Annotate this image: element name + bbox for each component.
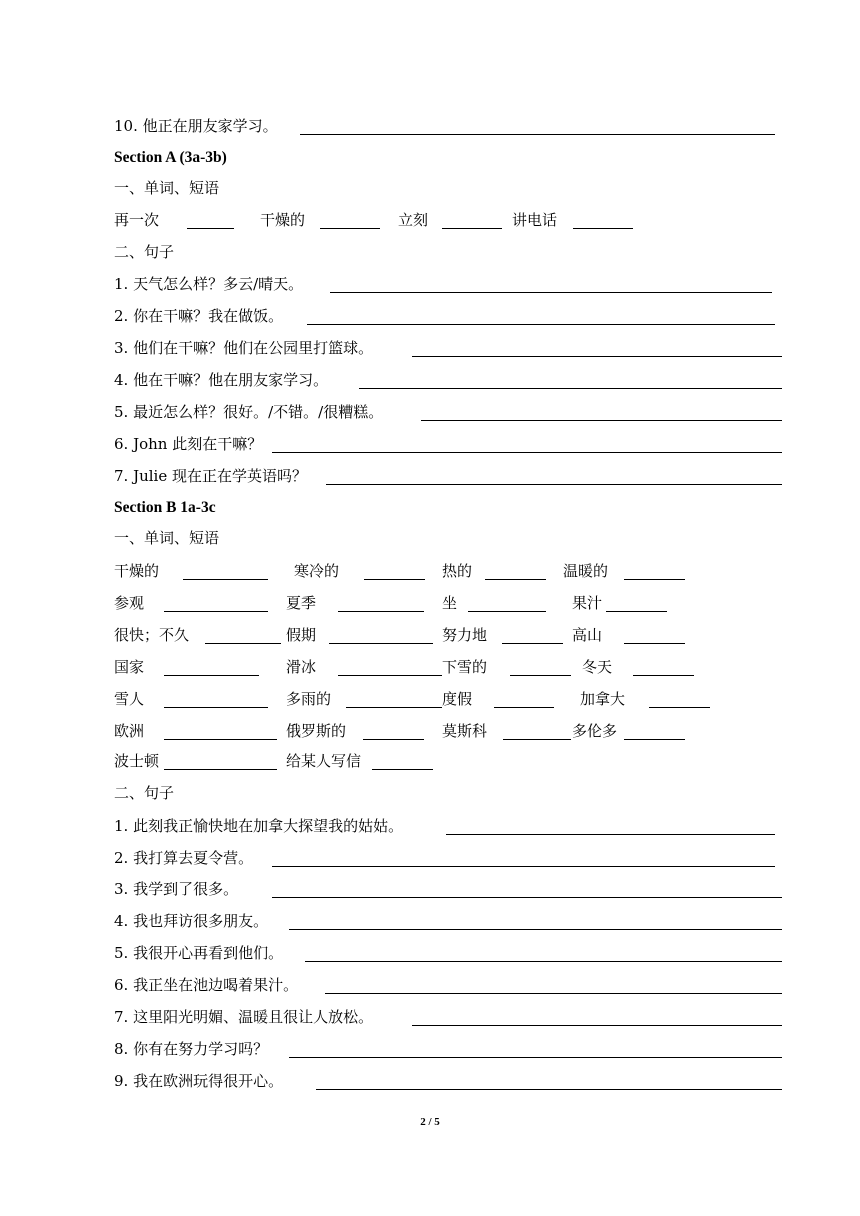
word-label: 滑冰 xyxy=(286,658,317,676)
sentence-item xyxy=(114,816,403,836)
answer-blank[interactable] xyxy=(272,452,782,453)
answer-blank[interactable] xyxy=(272,866,775,867)
sentence-item xyxy=(114,466,307,486)
sentence-text: 5. 最近怎么样？很好。/不错。/很糟糕。 xyxy=(114,403,384,421)
answer-blank[interactable] xyxy=(300,134,775,135)
word-item xyxy=(294,561,339,581)
answer-blank[interactable] xyxy=(330,292,772,293)
word-item xyxy=(114,751,159,771)
answer-blank[interactable] xyxy=(326,484,782,485)
sentence-text: 8. 你有在努力学习吗？ xyxy=(114,1040,269,1058)
word-item xyxy=(442,593,457,613)
answer-blank[interactable] xyxy=(307,324,775,325)
answer-blank[interactable] xyxy=(289,929,782,930)
word-label: 干燥的 xyxy=(114,562,160,580)
sentence-item xyxy=(114,434,262,454)
answer-blank[interactable] xyxy=(606,611,667,612)
answer-blank[interactable] xyxy=(446,834,775,835)
answer-blank[interactable] xyxy=(205,643,281,644)
answer-blank[interactable] xyxy=(468,611,546,612)
answer-blank[interactable] xyxy=(624,739,685,740)
page-number: 2 / 5 xyxy=(420,1116,440,1128)
word-item xyxy=(114,657,144,677)
sentence-text: 2. 我打算去夏令营。 xyxy=(114,849,254,867)
sentence-item xyxy=(114,1039,268,1059)
section-b-part2-title: 二、句子 xyxy=(114,784,175,802)
word-item xyxy=(442,625,487,645)
sentence-text: 7. Julie 现在正在学英语吗？ xyxy=(114,467,307,485)
word-label: 寒冷的 xyxy=(294,562,340,580)
answer-blank[interactable] xyxy=(412,1025,782,1026)
answer-blank[interactable] xyxy=(573,228,633,229)
sentence-item xyxy=(114,975,298,995)
sentence-item xyxy=(114,1007,373,1027)
sentence-item xyxy=(114,848,253,868)
answer-blank[interactable] xyxy=(164,675,259,676)
word-item xyxy=(512,210,557,230)
word-item xyxy=(580,689,625,709)
answer-blank[interactable] xyxy=(372,769,433,770)
answer-blank[interactable] xyxy=(320,228,380,229)
sentence-text: 1. 此刻我正愉快地在加拿大探望我的姑姑。 xyxy=(114,817,404,835)
word-item xyxy=(114,210,159,230)
word-label: 欧洲 xyxy=(114,722,145,740)
answer-blank[interactable] xyxy=(412,356,782,357)
sentence-item xyxy=(114,306,283,326)
answer-blank[interactable] xyxy=(183,579,268,580)
word-label: 俄罗斯的 xyxy=(286,722,347,740)
answer-blank[interactable] xyxy=(421,420,782,421)
section-b-part1-title: 一、单词、短语 xyxy=(114,529,220,547)
word-item xyxy=(114,689,144,709)
word-label: 给某人写信 xyxy=(286,752,362,770)
word-label: 多雨的 xyxy=(286,690,332,708)
section-a-part2-title: 二、句子 xyxy=(114,243,175,261)
answer-blank[interactable] xyxy=(510,675,571,676)
word-label: 果汁 xyxy=(572,594,603,612)
sentence-text: 7. 这里阳光明媚、温暖且很让人放松。 xyxy=(114,1008,374,1026)
sentence-text: 1. 天气怎么样？多云/晴天。 xyxy=(114,275,304,293)
answer-blank[interactable] xyxy=(364,579,425,580)
word-item xyxy=(114,561,159,581)
answer-blank[interactable] xyxy=(502,643,563,644)
sentence-text: 4. 他在干嘛？他在朋友家学习。 xyxy=(114,371,329,389)
word-item xyxy=(286,593,316,613)
word-label: 雪人 xyxy=(114,690,145,708)
word-item xyxy=(572,625,602,645)
sentence-text: 6. John 此刻在干嘛？ xyxy=(114,435,263,453)
word-item xyxy=(286,625,316,645)
sentence-item xyxy=(114,402,383,422)
section-a-part1-title: 一、单词、短语 xyxy=(114,179,220,197)
answer-blank[interactable] xyxy=(338,611,424,612)
answer-blank[interactable] xyxy=(346,707,442,708)
sentence-text: 4. 我也拜访很多朋友。 xyxy=(114,912,269,930)
word-item xyxy=(442,689,472,709)
word-item xyxy=(572,721,617,741)
answer-blank[interactable] xyxy=(164,707,268,708)
word-item xyxy=(442,721,487,741)
answer-blank[interactable] xyxy=(442,228,502,229)
sentence-text: 5. 我很开心再看到他们。 xyxy=(114,944,284,962)
answer-blank[interactable] xyxy=(187,228,234,229)
word-item xyxy=(442,657,487,677)
sentence-text: 3. 他们在干嘛？他们在公园里打篮球。 xyxy=(114,339,374,357)
sentence-item xyxy=(114,943,283,963)
word-label: 热的 xyxy=(442,562,473,580)
answer-blank[interactable] xyxy=(329,643,433,644)
sentence-item xyxy=(114,274,303,294)
sentence-item xyxy=(114,116,278,136)
answer-blank[interactable] xyxy=(624,643,685,644)
answer-blank[interactable] xyxy=(494,707,554,708)
answer-blank[interactable] xyxy=(164,769,277,770)
word-label: 多伦多 xyxy=(572,722,618,740)
word-label: 度假 xyxy=(442,690,473,708)
word-label: 再一次 xyxy=(114,211,160,229)
word-item xyxy=(286,751,361,771)
word-label: 干燥的 xyxy=(260,211,306,229)
answer-blank[interactable] xyxy=(624,579,685,580)
word-item xyxy=(286,689,331,709)
word-item xyxy=(260,210,305,230)
word-item xyxy=(114,593,144,613)
word-label: 参观 xyxy=(114,594,145,612)
answer-blank[interactable] xyxy=(485,579,546,580)
answer-blank[interactable] xyxy=(164,611,268,612)
answer-blank[interactable] xyxy=(272,897,782,898)
section-a-heading: Section A (3a-3b) xyxy=(114,149,227,166)
word-label: 高山 xyxy=(572,626,603,644)
word-label: 假期 xyxy=(286,626,317,644)
sentence-text: 3. 我学到了很多。 xyxy=(114,880,239,898)
answer-blank[interactable] xyxy=(289,1057,782,1058)
answer-blank[interactable] xyxy=(305,961,782,962)
word-item xyxy=(286,657,316,677)
word-item xyxy=(114,721,144,741)
section-b-heading: Section B 1a-3c xyxy=(114,499,216,516)
word-item xyxy=(114,625,189,645)
answer-blank[interactable] xyxy=(316,1089,782,1090)
word-label: 下雪的 xyxy=(442,658,488,676)
word-label: 加拿大 xyxy=(580,690,626,708)
sentence-text: 2. 你在干嘛？我在做饭。 xyxy=(114,307,284,325)
answer-blank[interactable] xyxy=(633,675,694,676)
word-label: 国家 xyxy=(114,658,145,676)
word-label: 冬天 xyxy=(582,658,613,676)
word-item xyxy=(563,561,608,581)
answer-blank[interactable] xyxy=(164,739,277,740)
sentence-text: 6. 我正坐在池边喝着果汁。 xyxy=(114,976,299,994)
word-label: 温暖的 xyxy=(563,562,609,580)
sentence-item xyxy=(114,1071,283,1091)
word-label: 很快；不久 xyxy=(114,626,190,644)
answer-blank[interactable] xyxy=(363,739,424,740)
word-label: 努力地 xyxy=(442,626,488,644)
sentence-text: 10. 他正在朋友家学习。 xyxy=(114,117,278,135)
word-label: 坐 xyxy=(442,594,458,612)
word-label: 夏季 xyxy=(286,594,317,612)
sentence-text: 9. 我在欧洲玩得很开心。 xyxy=(114,1072,284,1090)
word-label: 波士顿 xyxy=(114,752,160,770)
answer-blank[interactable] xyxy=(325,993,782,994)
word-label: 立刻 xyxy=(398,211,429,229)
answer-blank[interactable] xyxy=(503,739,571,740)
word-item xyxy=(442,561,472,581)
sentence-item xyxy=(114,338,373,358)
answer-blank[interactable] xyxy=(338,675,442,676)
word-item xyxy=(572,593,602,613)
word-item xyxy=(398,210,428,230)
sentence-item xyxy=(114,879,238,899)
sentence-item xyxy=(114,370,328,390)
answer-blank[interactable] xyxy=(359,388,782,389)
answer-blank[interactable] xyxy=(649,707,710,708)
word-label: 讲电话 xyxy=(512,211,558,229)
word-item xyxy=(582,657,612,677)
word-label: 莫斯科 xyxy=(442,722,488,740)
sentence-item xyxy=(114,911,268,931)
word-item xyxy=(286,721,346,741)
